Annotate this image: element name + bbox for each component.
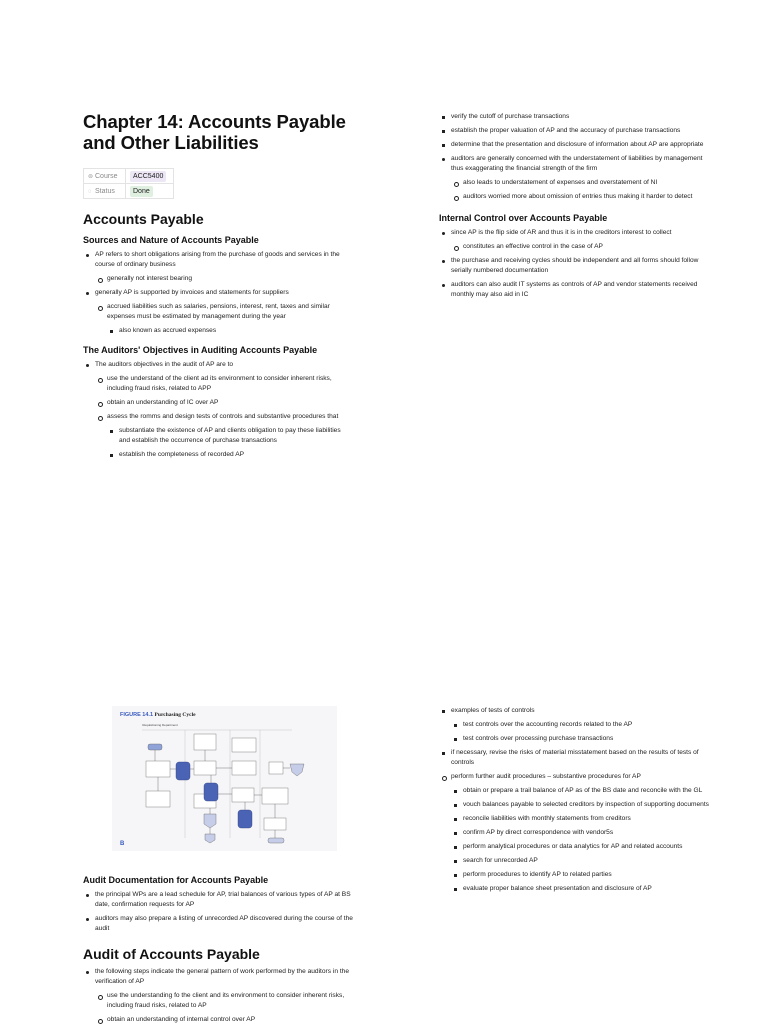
list-item: generally not interest bearing xyxy=(95,274,353,284)
subheading-objectives: The Auditors' Objectives in Auditing Accounts Payable xyxy=(83,345,318,355)
list-item: confirm AP by direct correspondence with vendor5s xyxy=(451,828,709,838)
subheading-internal-control: Internal Control over Accounts Payable xyxy=(439,213,608,223)
list-item: perform analytical procedures or data analytics for AP and related accounts xyxy=(451,842,709,852)
list-item: generally AP is supported by invoices and statements for suppliers accrued liabilities such as salaries, pensions, interest, rent, taxes and similar expenses must be estimated by management during the year also known as accrued expenses xyxy=(83,288,353,336)
page-2 xyxy=(0,680,768,1024)
list-item: obtain an understanding of IC over AP xyxy=(95,398,353,408)
list-item: examples of tests of controls test controls over the accounting records related to the AP test controls over processing purchase transactions xyxy=(439,706,709,744)
list-item: use the understanding fo the client and its environment to consider inherent risks, including fraud risks, related to AP xyxy=(95,991,353,1011)
list-item: establish the completeness of recorded AP xyxy=(107,450,353,460)
purchasing-cycle-figure xyxy=(112,706,337,851)
list-item: verify the cutoff of purchase transactions xyxy=(439,112,709,122)
list-item: auditors are generally concerned with the understatement of liabilities by management thus exaggerating the financial strength of the firm also leads to understatement of expenses and overstatement of NI auditors worried more about omission of entries thus making it harder to detect xyxy=(439,154,709,202)
list-item: obtain or prepare a trail balance of AP as of the BS date and reconcile with the GL xyxy=(451,786,709,796)
list-item: the principal WPs are a lead schedule for AP, trial balances of various types of AP at BS date, confirmation requests for AP xyxy=(83,890,353,910)
list-item: accrued liabilities such as salaries, pensions, interest, rent, taxes and similar expenses must be estimated by management during the year also known as accrued expenses xyxy=(95,302,353,336)
audit-of-ap-list xyxy=(83,967,353,1024)
list-item: constitutes an effective control in the case of AP xyxy=(451,242,709,252)
property-row-status xyxy=(84,184,174,199)
list-item: also known as accrued expenses xyxy=(107,326,353,336)
page-title: Chapter 14: Accounts Payable and Other Liabilities xyxy=(83,111,346,153)
course-property-label: Course xyxy=(95,172,118,180)
list-item: substantiate the existence of AP and clients obligation to pay these liabilities and establish the occurrence of purchase transactions xyxy=(107,426,353,446)
page-2-right-column xyxy=(439,702,709,894)
list-item: perform further audit procedures – substantive procedures for AP obtain or prepare a trail balance of AP as of the BS date and reconcile with the GL vouch balances payable to selected creditors by inspection of supporting documents reconcile liabilities with monthly statements from creditors confirm AP by direct correspondence with vendor5s perform analytical procedures or data analytics for AP and related accounts search for unrecorded AP perform procedures to identify AP to related parties evaluate proper balance sheet presentation and disclosure of AP xyxy=(439,772,709,894)
status-property-label: Status xyxy=(95,187,115,195)
list-item: the purchase and receiving cycles should be independent and all forms should follow serially numbered documentation xyxy=(439,256,709,276)
list-item: also leads to understatement of expenses and overstatement of NI xyxy=(451,178,709,188)
list-item: reconcile liabilities with monthly statements from creditors xyxy=(451,814,709,824)
list-item: vouch balances payable to selected creditors by inspection of supporting documents xyxy=(451,800,709,810)
list-item: auditors may also prepare a listing of unrecorded AP discovered during the course of the audit xyxy=(83,914,353,934)
list-item: since AP is the flip side of AR and thus it is in the creditors interest to collect constitutes an effective control in the case of AP xyxy=(439,228,709,252)
list-item: perform procedures to identify AP to related parties xyxy=(451,870,709,880)
purchasing-cycle-flowchart xyxy=(112,706,337,851)
subheading-sources: Sources and Nature of Accounts Payable xyxy=(83,235,259,245)
figure-caption-title: Purchasing Cycle xyxy=(154,712,196,718)
list-item: evaluate proper balance sheet presentation and disclosure of AP xyxy=(451,884,709,894)
section-heading-audit-of-ap: Audit of Accounts Payable xyxy=(83,946,260,962)
audit-documentation-list xyxy=(83,890,353,934)
list-item: test controls over the accounting records related to the AP xyxy=(451,720,709,730)
properties-table xyxy=(83,168,174,199)
status-property-icon: ◌ xyxy=(88,188,92,195)
course-tag: ACC5400 xyxy=(130,171,166,182)
status-tag: Done xyxy=(130,186,153,197)
list-item: assess the romms and design tests of controls and substantive procedures that substantiate the existence of AP and clients obligation to pay these liabilities and establish the occurrence of purchase transactions establish the completeness of recorded AP xyxy=(95,412,353,460)
substantive-procedures-list xyxy=(439,706,709,894)
list-item: search for unrecorded AP xyxy=(451,856,709,866)
list-item: auditors can also audit IT systems as controls of AP and vendor statements received monthly may also aid in IC xyxy=(439,280,709,300)
figure-caption-number: FIGURE 14.1 xyxy=(120,712,154,718)
list-item: AP refers to short obligations arising from the purchase of goods and services in the course of ordinary business generally not interest bearing xyxy=(83,250,353,284)
list-item: auditors worried more about omission of entries thus making it harder to detect xyxy=(451,192,709,202)
list-item: determine that the presentation and disclosure of information about AP are appropriate xyxy=(439,140,709,150)
property-row-course xyxy=(84,169,174,184)
list-item: test controls over processing purchase transactions xyxy=(451,734,709,744)
sources-list xyxy=(83,250,353,336)
internal-control-list xyxy=(439,228,709,300)
page-1-left-column xyxy=(83,111,353,460)
list-item: use the understand of the client ad its environment to consider inherent risks, including fraud risks, related to APP xyxy=(95,374,353,394)
page-2-left-column xyxy=(83,875,353,1024)
list-item: the following steps indicate the general pattern of work performed by the auditors in the verification of AP use the understanding fo the client and its environment to consider inherent risks, including fraud risks, related to AP obtain an understanding of internal control over AP xyxy=(83,967,353,1024)
list-item: obtain an understanding of internal control over AP xyxy=(95,1015,353,1024)
list-item: establish the proper valuation of AP and the accuracy of purchase transactions xyxy=(439,126,709,136)
objectives-continued-list xyxy=(439,112,709,202)
section-heading-accounts-payable: Accounts Payable xyxy=(83,211,204,227)
objectives-list xyxy=(83,360,353,460)
list-item: The auditors objectives in the audit of AP are to use the understand of the client ad its environment to consider inherent risks, including fraud risks, related to APP obtain an understanding of IC over AP assess the romms and design tests of controls and substantive procedures that substantiate the existence of AP and clients obligation to pay these liabilities and establish the occurrence of purchase transactions establish the completeness of recorded AP xyxy=(83,360,353,460)
list-item: if necessary, revise the risks of material misstatement based on the results of tests of controls xyxy=(439,748,709,768)
lane-label-requisitioning: Requisitioning Department xyxy=(142,723,178,727)
page-1-right-column xyxy=(439,108,709,300)
figure-mark: B xyxy=(120,841,125,847)
course-property-icon: ⊚ xyxy=(88,173,94,180)
subheading-audit-documentation: Audit Documentation for Accounts Payable xyxy=(83,875,269,885)
